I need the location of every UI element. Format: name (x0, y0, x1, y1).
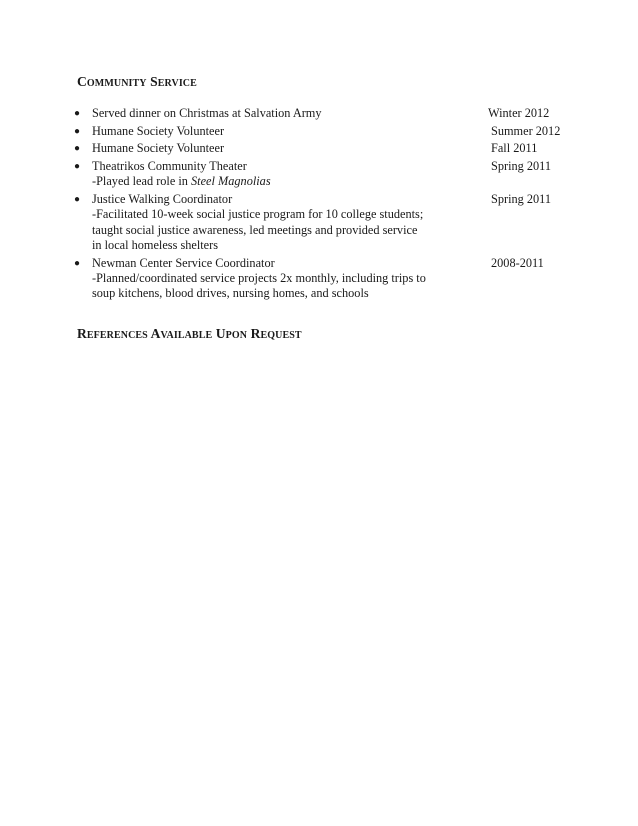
item-title: Theatrikos Community Theater (92, 158, 247, 173)
bullet-icon: ● (74, 193, 81, 205)
bullet-icon: ● (74, 160, 81, 172)
list-item (0, 124, 600, 139)
item-date: Spring 2011 (491, 191, 552, 206)
list-item (0, 159, 600, 190)
item-date: Summer 2012 (491, 123, 561, 138)
community-service-list (0, 106, 638, 302)
references-heading: References Available Upon Request (77, 326, 302, 341)
item-detail: -Facilitated 10-week social justice program for 10 college students; (92, 207, 424, 222)
community-service-heading: Community Service (77, 74, 197, 89)
item-detail: -Planned/coordinated service projects 2x monthly, including trips to (92, 271, 426, 285)
bullet-icon: ● (74, 108, 81, 119)
bullet-icon: ● (74, 143, 81, 155)
item-detail (92, 174, 600, 189)
detail-text: -Played lead role in (92, 174, 192, 189)
item-date: Spring 2011 (491, 158, 552, 173)
item-title: Justice Walking Coordinator (92, 191, 233, 206)
list-item (0, 141, 600, 156)
list-item (0, 106, 600, 121)
list-item (0, 192, 600, 254)
bullet-icon: ● (74, 257, 81, 269)
item-detail: soup kitchens, blood drives, nursing homes, and schools (92, 286, 369, 301)
item-date: Winter 2012 (488, 106, 550, 120)
play-title: Steel Magnolias (191, 174, 271, 189)
item-title: Newman Center Service Coordinator (92, 255, 275, 270)
item-title: Humane Society Volunteer (92, 141, 225, 156)
item-title: Humane Society Volunteer (92, 123, 225, 138)
list-item (0, 256, 600, 302)
item-title: Served dinner on Christmas at Salvation Army (92, 106, 322, 120)
bullet-icon: ● (74, 125, 81, 137)
item-date: Fall 2011 (491, 141, 538, 156)
item-detail: in local homeless shelters (92, 238, 219, 252)
item-date: 2008-2011 (491, 255, 544, 270)
item-detail: taught social justice awareness, led meetings and provided service (92, 222, 418, 237)
